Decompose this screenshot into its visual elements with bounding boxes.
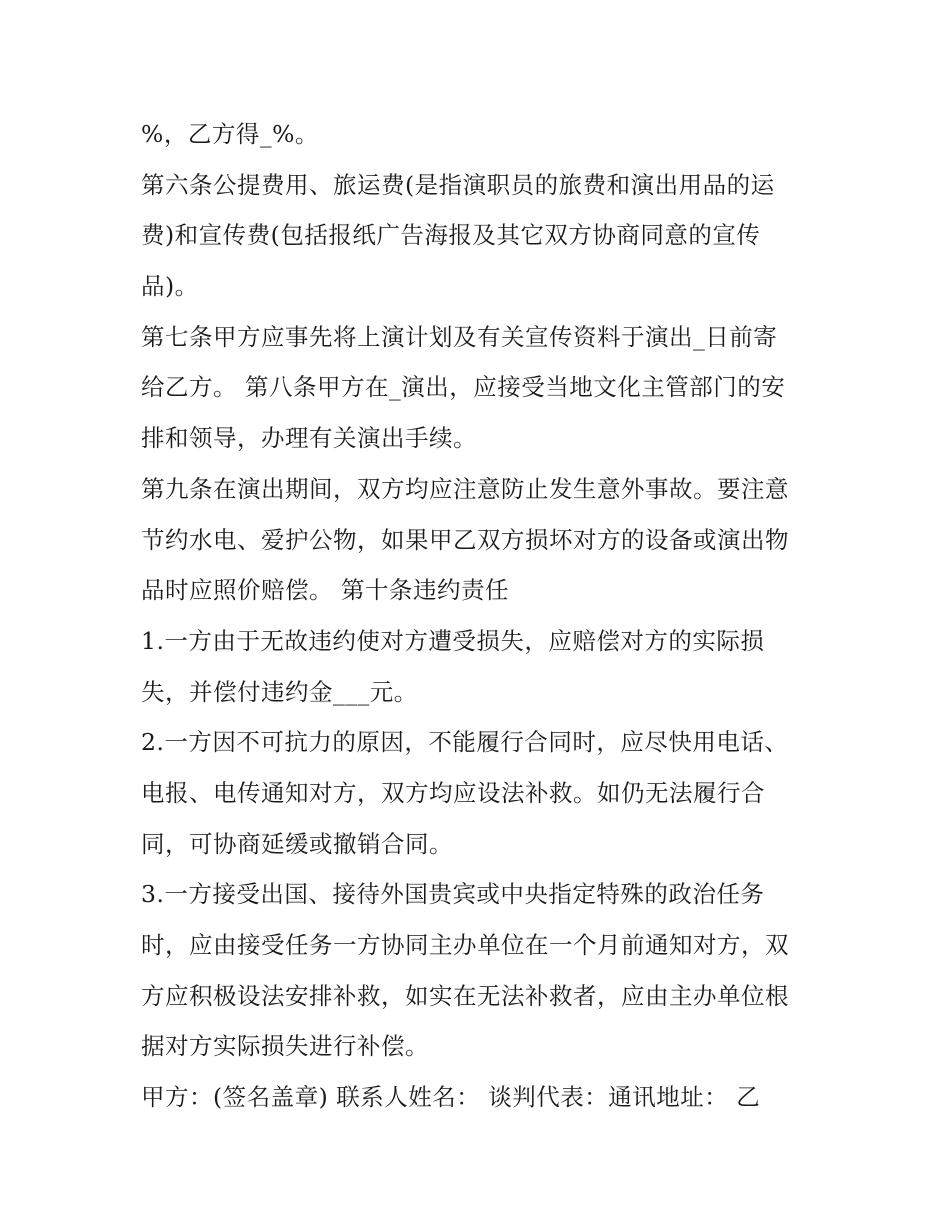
text-line: 方应积极设法安排补救，如实在无法补救者，应由主办单位根 <box>141 981 789 1010</box>
text-line: 排和领导，办理有关演出手续。 <box>141 424 477 453</box>
text-line: 费)和宣传费(包括报纸广告海报及其它双方协商同意的宣传 <box>141 221 761 250</box>
text-line: 失，并偿付违约金___元。 <box>141 677 418 706</box>
text-line: 3.一方接受出国、接待外国贵宾或中央指定特殊的政治任务 <box>141 880 765 909</box>
text-line: 甲方：(签名盖章) 联系人姓名： 谈判代表：通讯地址： 乙 <box>141 1083 761 1112</box>
text-line: 给乙方。 第八条甲方在_演出，应接受当地文化主管部门的安 <box>141 373 786 402</box>
text-line: 同，可协商延缓或撤销合同。 <box>141 829 453 858</box>
text-line: 时，应由接受任务一方协同主办单位在一个月前通知对方，双 <box>141 931 789 959</box>
text-line: 品时应照价赔偿。 第十条违约责任 <box>141 576 509 605</box>
text-line: 第七条甲方应事先将上演计划及有关宣传资料于演出_日前寄 <box>141 322 778 351</box>
text-line: 节约水电、爱护公物，如果甲乙双方损坏对方的设备或演出物 <box>141 525 789 554</box>
text-line: 第九条在演出期间，双方均应注意防止发生意外事故。要注意 <box>141 474 789 503</box>
text-line: 电报、电传通知对方，双方均应设法补救。如仍无法履行合 <box>141 778 765 807</box>
contract-text <box>141 109 821 1123</box>
text-line: 2.一方因不可抗力的原因，不能履行合同时，应尽快用电话、 <box>141 728 789 757</box>
text-line: 1.一方由于无故违约使对方遭受损失，应赔偿对方的实际损 <box>141 626 765 655</box>
text-line: 据对方实际损失进行补偿。 <box>141 1032 429 1061</box>
text-line: %，乙方得_%。 <box>141 120 319 148</box>
text-line: 品)。 <box>141 272 199 301</box>
text-line: 第六条公提费用、旅运费(是指演职员的旅费和演出用品的运 <box>141 170 775 199</box>
